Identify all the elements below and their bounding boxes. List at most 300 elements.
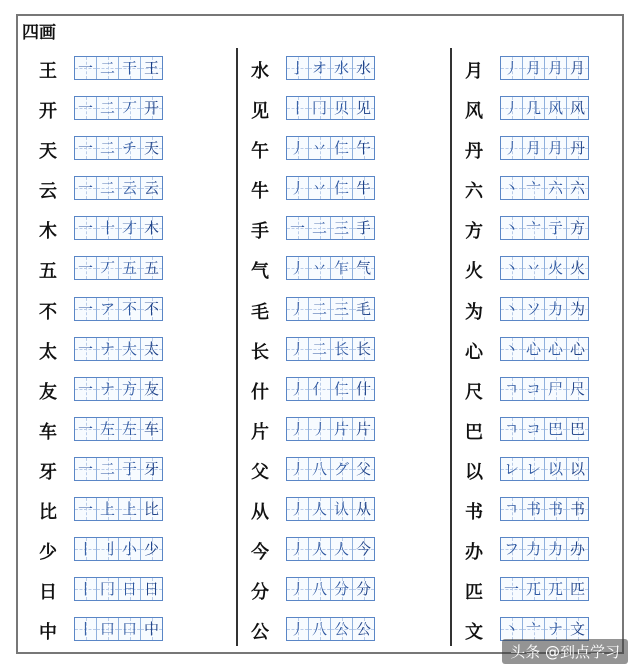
- stroke-step-glyph: 文: [569, 620, 585, 639]
- stroke-order-strip: [74, 216, 163, 240]
- stroke-step-cell: [97, 137, 119, 159]
- character-label: 水: [251, 61, 269, 82]
- character-label: 云: [39, 181, 57, 203]
- stroke-step-glyph: 牛: [355, 179, 371, 198]
- character-label: 分: [251, 582, 269, 604]
- character-row: [36, 252, 216, 292]
- stroke-step-glyph: 今: [355, 540, 371, 559]
- character-row: [248, 252, 428, 292]
- stroke-step-glyph: 兀: [547, 580, 563, 599]
- stroke-step-glyph: 见: [355, 99, 371, 118]
- character-label: 火: [465, 261, 483, 283]
- stroke-step-cell: [287, 298, 309, 320]
- stroke-step-cell: [353, 298, 374, 320]
- stroke-step-glyph: 水: [333, 59, 349, 77]
- stroke-order-strip: [74, 537, 163, 561]
- stroke-step-glyph: 贝: [333, 99, 349, 118]
- stroke-step-glyph: 亠: [525, 620, 541, 639]
- stroke-step-glyph: 丷: [311, 139, 327, 158]
- character-row: [248, 533, 428, 573]
- character-label: 太: [39, 341, 57, 363]
- stroke-step-glyph: 一: [77, 339, 93, 358]
- stroke-step-glyph: 八: [311, 620, 327, 639]
- stroke-step-glyph: フ: [503, 540, 519, 559]
- stroke-step-glyph: 丷: [525, 259, 541, 278]
- stroke-step-cell: [501, 338, 523, 360]
- stroke-step-cell: [523, 137, 545, 159]
- character-row: [462, 533, 640, 573]
- stroke-step-glyph: 一: [77, 419, 93, 438]
- stroke-step-glyph: 公: [355, 620, 371, 639]
- stroke-step-cell: [331, 498, 353, 520]
- stroke-step-glyph: 丿: [503, 99, 519, 118]
- stroke-step-glyph: 仁: [333, 379, 349, 398]
- stroke-step-glyph: 长: [333, 339, 349, 358]
- stroke-step-cell: [141, 498, 162, 520]
- stroke-step-cell: [353, 458, 374, 480]
- stroke-step-glyph: 火: [547, 259, 563, 278]
- stroke-order-strip: [500, 56, 589, 80]
- stroke-step-glyph: 手: [355, 219, 371, 238]
- stroke-step-glyph: 木: [143, 219, 159, 238]
- stroke-step-glyph: 分: [333, 580, 349, 599]
- stroke-order-strip: [286, 337, 375, 361]
- stroke-step-cell: [545, 257, 567, 279]
- stroke-step-glyph: 一: [77, 459, 93, 478]
- stroke-step-cell: [141, 298, 162, 320]
- character-label: 办: [465, 542, 483, 564]
- character-label: 父: [251, 461, 269, 483]
- stroke-step-glyph: 办: [569, 540, 585, 559]
- character-row: [248, 92, 428, 132]
- stroke-step-glyph: レ: [503, 459, 519, 478]
- stroke-step-glyph: コ: [525, 419, 541, 438]
- stroke-order-strip: [286, 377, 375, 401]
- stroke-step-cell: [309, 498, 331, 520]
- stroke-step-cell: [119, 97, 141, 119]
- stroke-order-strip: [286, 457, 375, 481]
- stroke-step-cell: [75, 97, 97, 119]
- stroke-step-glyph: 丆: [99, 259, 115, 278]
- stroke-step-cell: [141, 458, 162, 480]
- character-row: [462, 413, 640, 453]
- stroke-step-cell: [97, 458, 119, 480]
- stroke-step-cell: [545, 177, 567, 199]
- character-row: [36, 493, 216, 533]
- stroke-step-glyph: 丶: [503, 179, 519, 198]
- stroke-step-cell: [331, 458, 353, 480]
- stroke-step-glyph: 车: [143, 419, 159, 438]
- stroke-step-glyph: 丶: [503, 299, 519, 318]
- character-row: [248, 373, 428, 413]
- stroke-step-glyph: 丿: [289, 620, 305, 639]
- character-label: 友: [39, 381, 57, 403]
- stroke-step-cell: [75, 578, 97, 600]
- stroke-step-glyph: 丹: [569, 139, 585, 158]
- stroke-step-glyph: 丨: [77, 620, 93, 639]
- stroke-step-glyph: 亠: [525, 179, 541, 198]
- stroke-step-glyph: 小: [121, 540, 137, 559]
- stroke-step-cell: [309, 538, 331, 560]
- stroke-step-glyph: 心: [547, 339, 563, 358]
- stroke-step-glyph: 丿: [289, 419, 305, 438]
- stroke-step-glyph: 力: [547, 299, 563, 318]
- character-row: [462, 52, 640, 92]
- stroke-step-glyph: ソ: [525, 299, 541, 318]
- stroke-order-strip: [500, 176, 589, 200]
- stroke-step-glyph: 午: [355, 139, 371, 158]
- stroke-step-cell: [287, 378, 309, 400]
- stroke-step-glyph: 上: [121, 500, 137, 519]
- stroke-step-cell: [141, 177, 162, 199]
- stroke-order-strip: [74, 417, 163, 441]
- section-heading: 四画: [22, 23, 56, 43]
- stroke-step-glyph: 三: [333, 219, 349, 238]
- stroke-step-glyph: 月: [547, 59, 563, 77]
- stroke-step-glyph: 月: [547, 139, 563, 158]
- stroke-step-cell: [119, 418, 141, 440]
- column-divider-2: [450, 48, 452, 646]
- stroke-step-glyph: 以: [569, 459, 585, 478]
- stroke-step-glyph: 巴: [547, 419, 563, 438]
- stroke-step-cell: [309, 257, 331, 279]
- character-label: 书: [465, 502, 483, 524]
- stroke-step-cell: [141, 97, 162, 119]
- stroke-step-cell: [331, 378, 353, 400]
- stroke-step-cell: [501, 618, 523, 640]
- stroke-step-cell: [501, 538, 523, 560]
- character-row: [462, 453, 640, 493]
- stroke-step-cell: [75, 217, 97, 239]
- stroke-order-strip: [286, 216, 375, 240]
- character-row: [462, 212, 640, 252]
- stroke-step-glyph: 开: [143, 99, 159, 118]
- character-row: [248, 413, 428, 453]
- stroke-step-glyph: 六: [547, 179, 563, 198]
- stroke-step-cell: [97, 378, 119, 400]
- stroke-step-glyph: 一: [77, 219, 93, 238]
- stroke-step-cell: [545, 578, 567, 600]
- stroke-step-glyph: 丿: [289, 139, 305, 158]
- stroke-step-cell: [97, 257, 119, 279]
- stroke-step-glyph: 十: [99, 219, 115, 238]
- character-label: 公: [251, 622, 269, 644]
- stroke-step-cell: [545, 378, 567, 400]
- stroke-step-glyph: 口: [99, 620, 115, 639]
- stroke-step-cell: [545, 137, 567, 159]
- character-row: [462, 92, 640, 132]
- stroke-step-cell: [567, 257, 588, 279]
- character-label: 为: [465, 301, 483, 323]
- stroke-step-glyph: 一: [77, 299, 93, 318]
- stroke-step-cell: [287, 177, 309, 199]
- stroke-step-glyph: 力: [525, 540, 541, 559]
- stroke-step-glyph: レ: [525, 459, 541, 478]
- character-row: [36, 613, 216, 653]
- stroke-step-cell: [567, 338, 588, 360]
- stroke-step-cell: [75, 298, 97, 320]
- stroke-step-cell: [119, 137, 141, 159]
- stroke-step-cell: [523, 578, 545, 600]
- stroke-step-cell: [331, 298, 353, 320]
- stroke-step-cell: [141, 378, 162, 400]
- stroke-step-glyph: 匹: [569, 580, 585, 599]
- stroke-step-cell: [119, 57, 141, 79]
- stroke-step-glyph: ナ: [547, 620, 563, 639]
- stroke-step-cell: [545, 57, 567, 79]
- character-label: 月: [465, 61, 483, 82]
- stroke-step-glyph: 长: [355, 339, 371, 358]
- character-label: 开: [39, 101, 57, 123]
- stroke-step-glyph: 才: [121, 219, 137, 238]
- stroke-step-glyph: 比: [143, 500, 159, 519]
- stroke-step-glyph: 丿: [289, 299, 305, 318]
- stroke-step-glyph: 八: [311, 459, 327, 478]
- stroke-step-glyph: コ: [525, 379, 541, 398]
- stroke-step-cell: [567, 578, 588, 600]
- stroke-step-glyph: 丷: [311, 259, 327, 278]
- character-row: [36, 132, 216, 172]
- stroke-order-strip: [74, 176, 163, 200]
- stroke-step-glyph: 牙: [143, 459, 159, 478]
- character-row: [462, 333, 640, 373]
- stroke-step-cell: [501, 418, 523, 440]
- stroke-step-cell: [523, 618, 545, 640]
- stroke-step-glyph: ㄱ: [504, 419, 519, 438]
- stroke-step-cell: [75, 498, 97, 520]
- stroke-step-glyph: 二: [99, 139, 115, 158]
- stroke-step-glyph: 月: [569, 59, 585, 77]
- character-label: 比: [39, 502, 57, 524]
- stroke-step-cell: [353, 378, 374, 400]
- stroke-step-glyph: 日: [121, 580, 137, 599]
- stroke-step-cell: [501, 498, 523, 520]
- stroke-step-cell: [287, 418, 309, 440]
- watermark-label: 头条 @到点学习: [502, 639, 628, 664]
- stroke-step-glyph: 丨: [77, 580, 93, 599]
- character-label: 文: [465, 622, 483, 644]
- stroke-step-glyph: 尸: [547, 379, 563, 398]
- stroke-step-glyph: 二: [311, 219, 327, 238]
- stroke-order-strip: [500, 136, 589, 160]
- character-row: [36, 373, 216, 413]
- stroke-order-strip: [74, 577, 163, 601]
- stroke-step-cell: [119, 378, 141, 400]
- stroke-step-glyph: ナ: [99, 379, 115, 398]
- character-row: [36, 413, 216, 453]
- stroke-step-glyph: 友: [143, 379, 159, 398]
- stroke-step-cell: [287, 217, 309, 239]
- stroke-step-cell: [309, 57, 331, 79]
- character-label: 木: [39, 221, 57, 243]
- character-label: 日: [39, 582, 57, 604]
- stroke-step-cell: [331, 257, 353, 279]
- stroke-step-glyph: 日: [143, 580, 159, 599]
- stroke-step-glyph: 二: [99, 59, 115, 77]
- stroke-step-cell: [97, 578, 119, 600]
- stroke-step-glyph: ㄱ: [504, 379, 519, 398]
- stroke-step-cell: [567, 177, 588, 199]
- stroke-step-cell: [331, 217, 353, 239]
- stroke-step-cell: [97, 177, 119, 199]
- stroke-step-cell: [141, 57, 162, 79]
- stroke-step-cell: [353, 137, 374, 159]
- stroke-step-cell: [75, 458, 97, 480]
- character-row: [36, 52, 216, 92]
- stroke-step-cell: [75, 538, 97, 560]
- character-label: 心: [465, 341, 483, 363]
- character-label: 风: [465, 101, 483, 123]
- stroke-step-cell: [545, 418, 567, 440]
- stroke-step-cell: [331, 177, 353, 199]
- stroke-step-glyph: 风: [569, 99, 585, 118]
- stroke-step-glyph: 丿: [289, 500, 305, 519]
- stroke-step-cell: [119, 338, 141, 360]
- stroke-order-strip: [74, 377, 163, 401]
- character-label: 毛: [251, 301, 269, 323]
- stroke-step-glyph: 一: [77, 99, 93, 118]
- stroke-step-cell: [119, 217, 141, 239]
- stroke-order-strip: [286, 96, 375, 120]
- stroke-step-glyph: 不: [143, 299, 159, 318]
- stroke-step-glyph: 心: [569, 339, 585, 358]
- stroke-step-glyph: 中: [143, 620, 159, 639]
- stroke-step-cell: [567, 137, 588, 159]
- stroke-step-cell: [501, 458, 523, 480]
- stroke-step-cell: [501, 137, 523, 159]
- stroke-step-cell: [287, 538, 309, 560]
- stroke-step-cell: [287, 257, 309, 279]
- stroke-step-glyph: 父: [355, 459, 371, 478]
- stroke-step-cell: [331, 57, 353, 79]
- stroke-step-cell: [523, 57, 545, 79]
- stroke-step-glyph: 干: [121, 59, 137, 77]
- stroke-order-strip: [500, 457, 589, 481]
- stroke-step-cell: [97, 338, 119, 360]
- stroke-step-cell: [545, 217, 567, 239]
- stroke-step-glyph: 一: [77, 379, 93, 398]
- stroke-step-glyph: 太: [143, 339, 159, 358]
- stroke-step-glyph: 书: [569, 500, 585, 519]
- stroke-step-cell: [141, 217, 162, 239]
- stroke-step-cell: [97, 57, 119, 79]
- stroke-step-glyph: 一: [77, 179, 93, 198]
- stroke-step-glyph: 仁: [333, 139, 349, 158]
- stroke-step-cell: [501, 298, 523, 320]
- character-label: 方: [465, 221, 483, 243]
- character-row: [36, 293, 216, 333]
- character-row: [36, 573, 216, 613]
- stroke-step-cell: [501, 378, 523, 400]
- character-row: [36, 453, 216, 493]
- stroke-step-cell: [287, 97, 309, 119]
- stroke-step-cell: [119, 257, 141, 279]
- character-row: [248, 613, 428, 653]
- stroke-step-cell: [141, 538, 162, 560]
- stroke-step-cell: [75, 257, 97, 279]
- stroke-order-strip: [74, 617, 163, 641]
- stroke-step-glyph: 丆: [121, 99, 137, 118]
- stroke-step-cell: [501, 177, 523, 199]
- stroke-step-cell: [501, 257, 523, 279]
- character-label: 少: [39, 542, 57, 564]
- stroke-step-cell: [75, 618, 97, 640]
- stroke-step-cell: [97, 298, 119, 320]
- character-row: [248, 132, 428, 172]
- character-row: [248, 293, 428, 333]
- stroke-step-glyph: 五: [121, 259, 137, 278]
- stroke-step-cell: [501, 57, 523, 79]
- stroke-order-strip: [74, 256, 163, 280]
- stroke-step-cell: [523, 257, 545, 279]
- stroke-step-cell: [353, 618, 374, 640]
- stroke-order-strip: [286, 56, 375, 80]
- stroke-step-cell: [97, 498, 119, 520]
- stroke-step-glyph: 月: [525, 59, 541, 77]
- stroke-step-cell: [501, 578, 523, 600]
- stroke-step-glyph: 片: [355, 419, 371, 438]
- stroke-order-strip: [286, 297, 375, 321]
- stroke-step-cell: [309, 338, 331, 360]
- stroke-step-glyph: チ: [121, 139, 137, 158]
- stroke-step-cell: [353, 418, 374, 440]
- stroke-step-glyph: 丶: [503, 219, 519, 238]
- stroke-order-strip: [74, 56, 163, 80]
- stroke-step-cell: [309, 137, 331, 159]
- stroke-step-glyph: ㄱ: [504, 500, 519, 519]
- character-row: [248, 52, 428, 92]
- stroke-step-cell: [523, 458, 545, 480]
- stroke-step-cell: [523, 298, 545, 320]
- stroke-step-glyph: ナ: [99, 339, 115, 358]
- stroke-step-cell: [523, 498, 545, 520]
- stroke-order-strip: [286, 256, 375, 280]
- stroke-step-cell: [97, 418, 119, 440]
- stroke-step-glyph: 书: [525, 500, 541, 519]
- stroke-step-cell: [353, 217, 374, 239]
- stroke-step-cell: [75, 57, 97, 79]
- stroke-step-glyph: 公: [333, 620, 349, 639]
- character-label: 丹: [465, 141, 483, 163]
- stroke-order-strip: [286, 537, 375, 561]
- column-divider-1: [236, 48, 238, 646]
- stroke-step-cell: [141, 338, 162, 360]
- stroke-step-glyph: 一: [503, 580, 519, 599]
- stroke-step-cell: [523, 378, 545, 400]
- stroke-order-strip: [286, 497, 375, 521]
- character-row: [248, 172, 428, 212]
- stroke-step-cell: [567, 298, 588, 320]
- stroke-step-cell: [309, 618, 331, 640]
- character-row: [248, 453, 428, 493]
- stroke-step-cell: [119, 578, 141, 600]
- stroke-step-glyph: 冂: [99, 580, 115, 599]
- stroke-step-glyph: 心: [525, 339, 541, 358]
- stroke-step-cell: [141, 257, 162, 279]
- stroke-step-cell: [567, 618, 588, 640]
- stroke-step-cell: [523, 538, 545, 560]
- stroke-step-cell: [97, 217, 119, 239]
- character-label: 中: [39, 622, 57, 644]
- stroke-step-cell: [97, 97, 119, 119]
- stroke-step-glyph: 丨: [77, 540, 93, 559]
- stroke-step-cell: [523, 97, 545, 119]
- stroke-step-cell: [523, 338, 545, 360]
- stroke-order-strip: [500, 577, 589, 601]
- stroke-step-cell: [353, 257, 374, 279]
- character-label: 匹: [465, 582, 483, 604]
- stroke-step-glyph: 丿: [311, 419, 327, 438]
